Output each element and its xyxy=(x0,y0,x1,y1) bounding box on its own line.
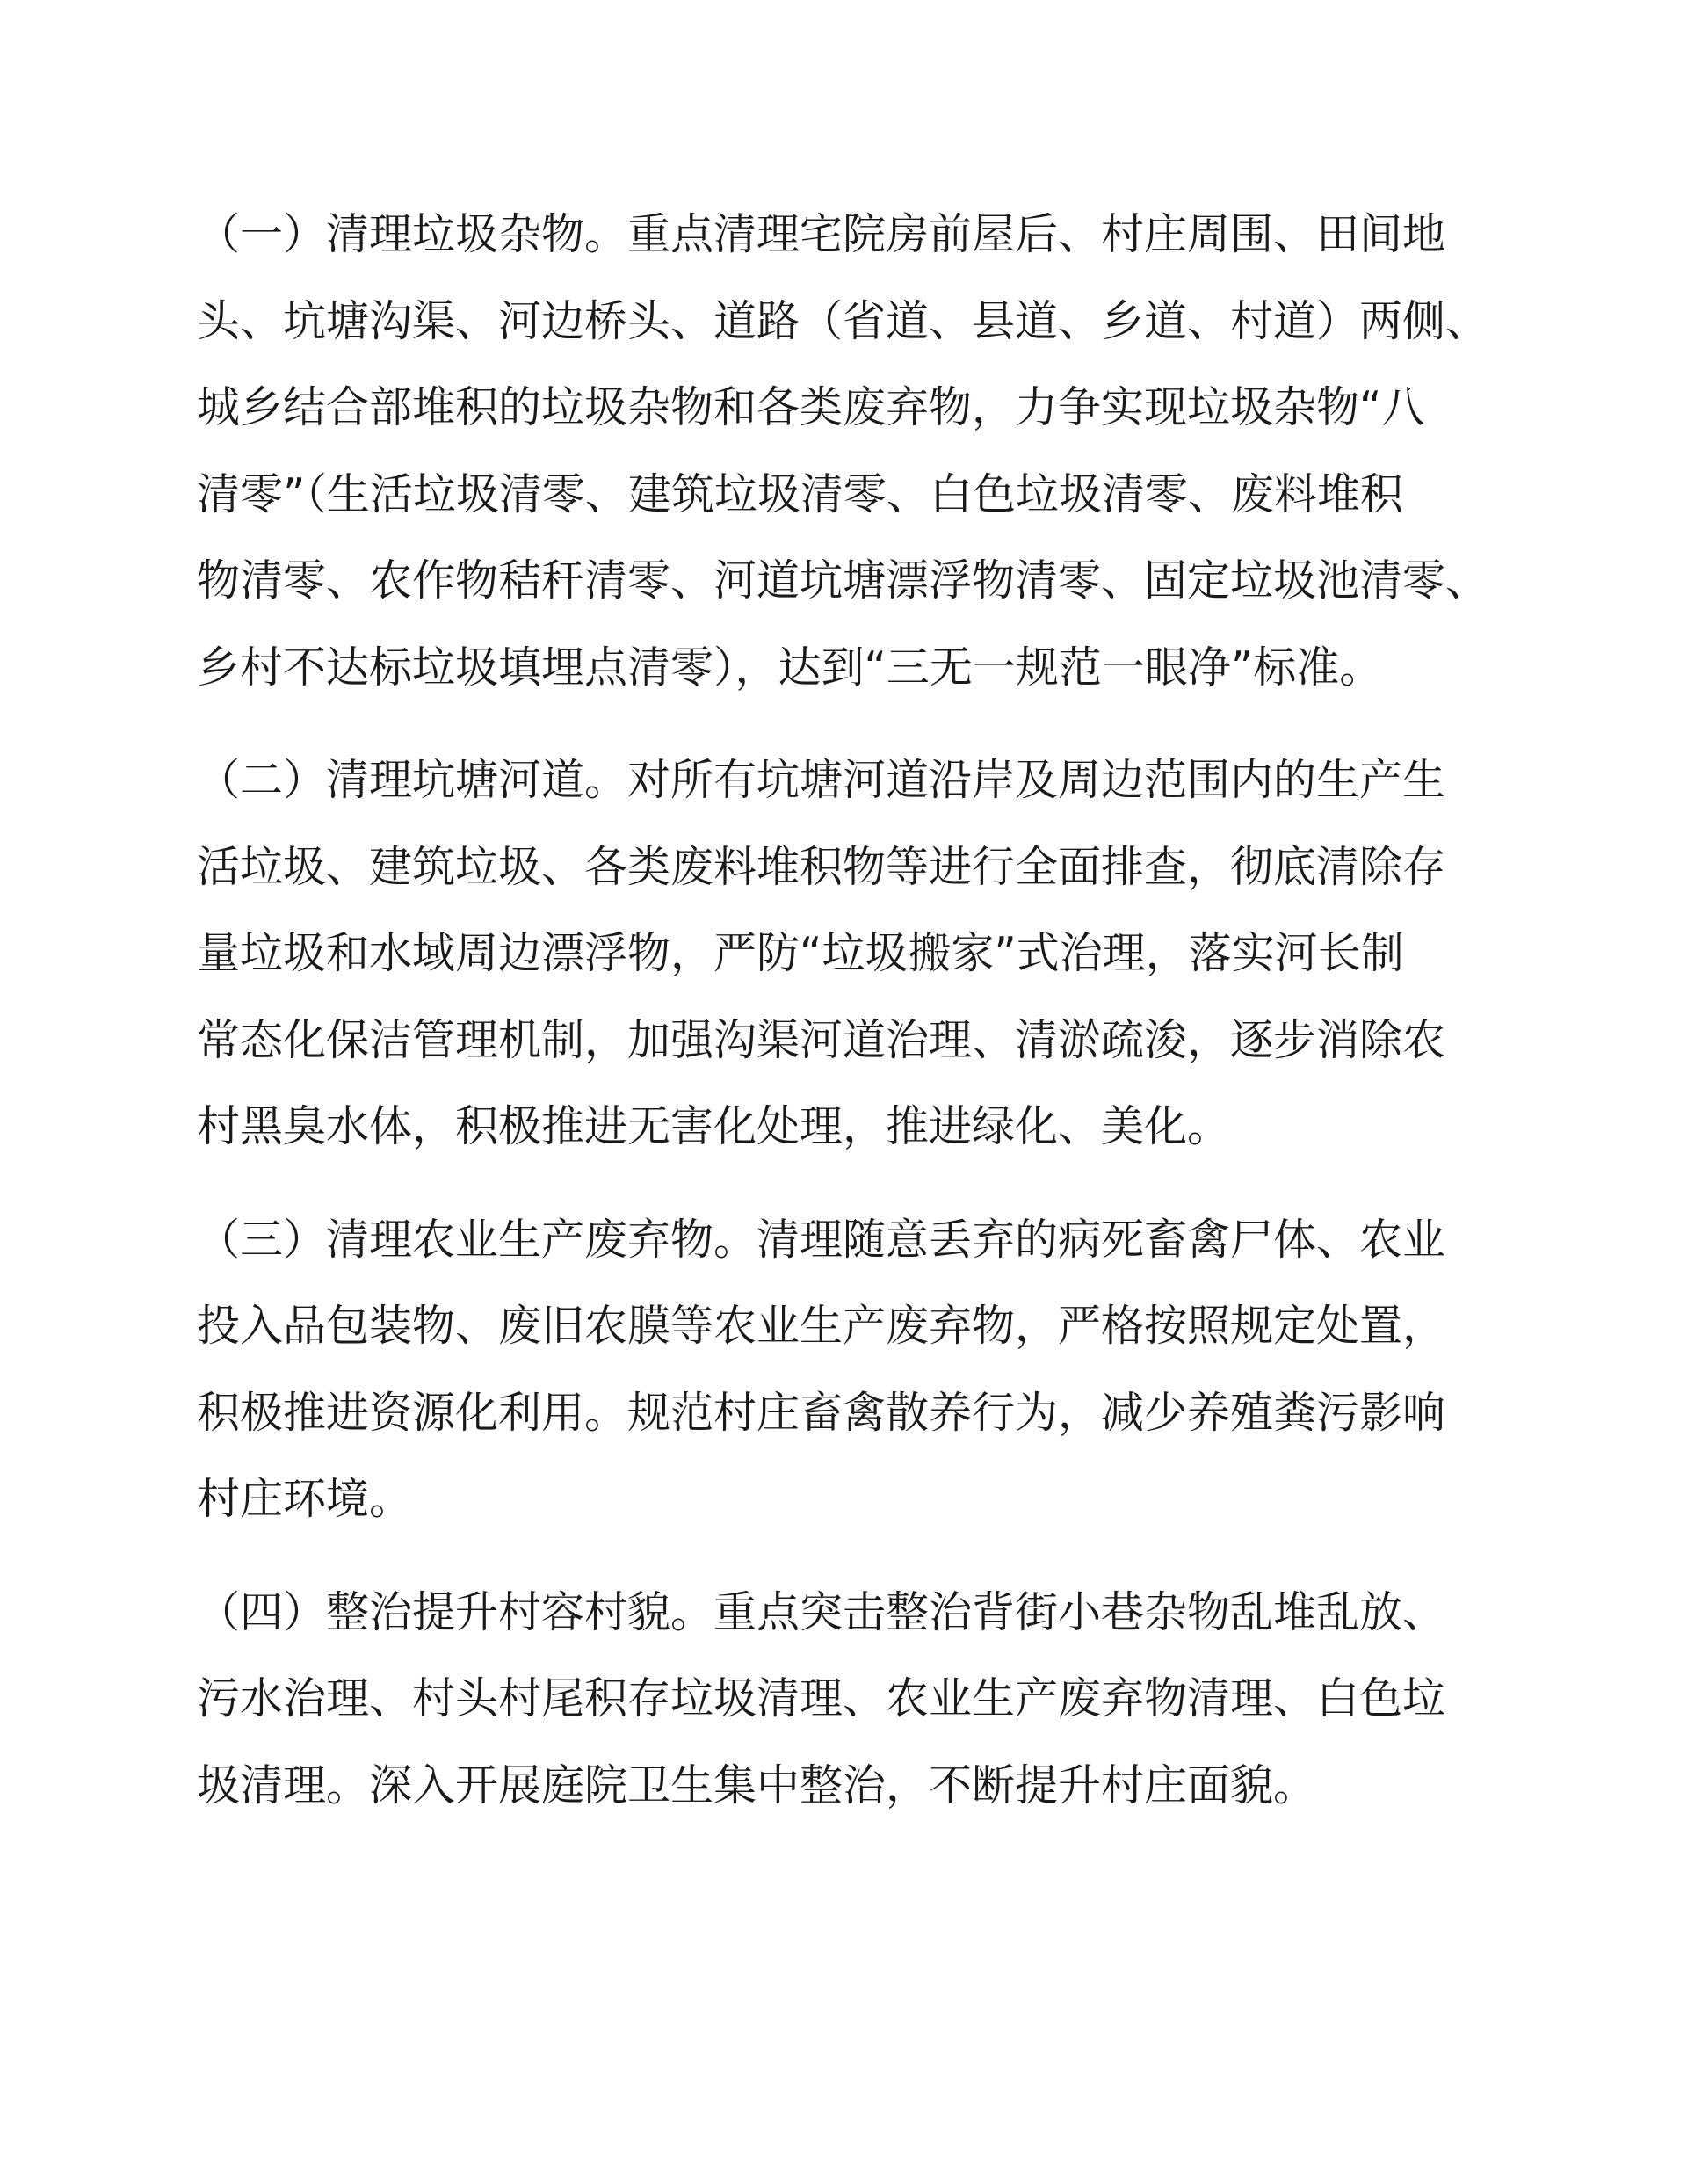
text-line: 物清零、农作物秸秆清零、河道坑塘漂浮物清零、固定垃圾池清零、 xyxy=(197,555,1489,606)
paragraph-clear-ponds-rivers xyxy=(197,737,1499,1171)
text-line: 投入品包装物、废旧农膜等农业生产废弃物，严格按照规定处置， xyxy=(197,1301,1446,1351)
text-line: 活垃圾、建筑垃圾、各类废料堆积物等进行全面排查，彻底清除存 xyxy=(197,841,1446,892)
text-line: 头、坑塘沟渠、河边桥头、道路（省道、县道、乡道、村道）两侧、 xyxy=(197,295,1489,346)
text-line: 量垃圾和水域周边漂浮物，严防“垃圾搬家”式治理，落实河长制 xyxy=(197,928,1404,978)
text-line: 积极推进资源化利用。规范村庄畜禽散养行为，减少养殖粪污影响 xyxy=(197,1387,1446,1438)
text-line: （四）整治提升村容村貌。重点突击整治背街小巷杂物乱堆乱放、 xyxy=(197,1586,1446,1637)
document-body xyxy=(197,192,1499,1855)
paragraph-village-appearance xyxy=(197,1570,1499,1830)
text-line: 村黑臭水体，积极推进无害化处理，推进绿化、美化。 xyxy=(197,1101,1231,1151)
text-line: 常态化保洁管理机制，加强沟渠河道治理、清淤疏浚，逐步消除农 xyxy=(197,1014,1446,1065)
text-line: （一）清理垃圾杂物。重点清理宅院房前屋后、村庄周围、田间地 xyxy=(197,209,1446,259)
text-line: 乡村不达标垃圾填埋点清零），达到“三无一规范一眼净”标准。 xyxy=(197,642,1383,693)
text-line: 村庄环境。 xyxy=(197,1474,413,1524)
text-line: （三）清理农业生产废弃物。清理随意丢弃的病死畜禽尸体、农业 xyxy=(197,1214,1446,1265)
text-line: 清零”（生活垃圾清零、建筑垃圾清零、白色垃圾清零、废料堆积 xyxy=(197,468,1403,519)
paragraph-clear-garbage xyxy=(197,192,1499,711)
text-line: 圾清理。深入开展庭院卫生集中整治，不断提升村庄面貌。 xyxy=(197,1760,1317,1810)
paragraph-agricultural-waste xyxy=(197,1197,1499,1543)
text-line: 污水治理、村头村尾积存垃圾清理、农业生产废弃物清理、白色垃 xyxy=(197,1673,1446,1723)
text-line: 城乡结合部堆积的垃圾杂物和各类废弃物，力争实现垃圾杂物“八 xyxy=(197,382,1425,432)
text-line: （二）清理坑塘河道。对所有坑塘河道沿岸及周边范围内的生产生 xyxy=(197,755,1446,805)
